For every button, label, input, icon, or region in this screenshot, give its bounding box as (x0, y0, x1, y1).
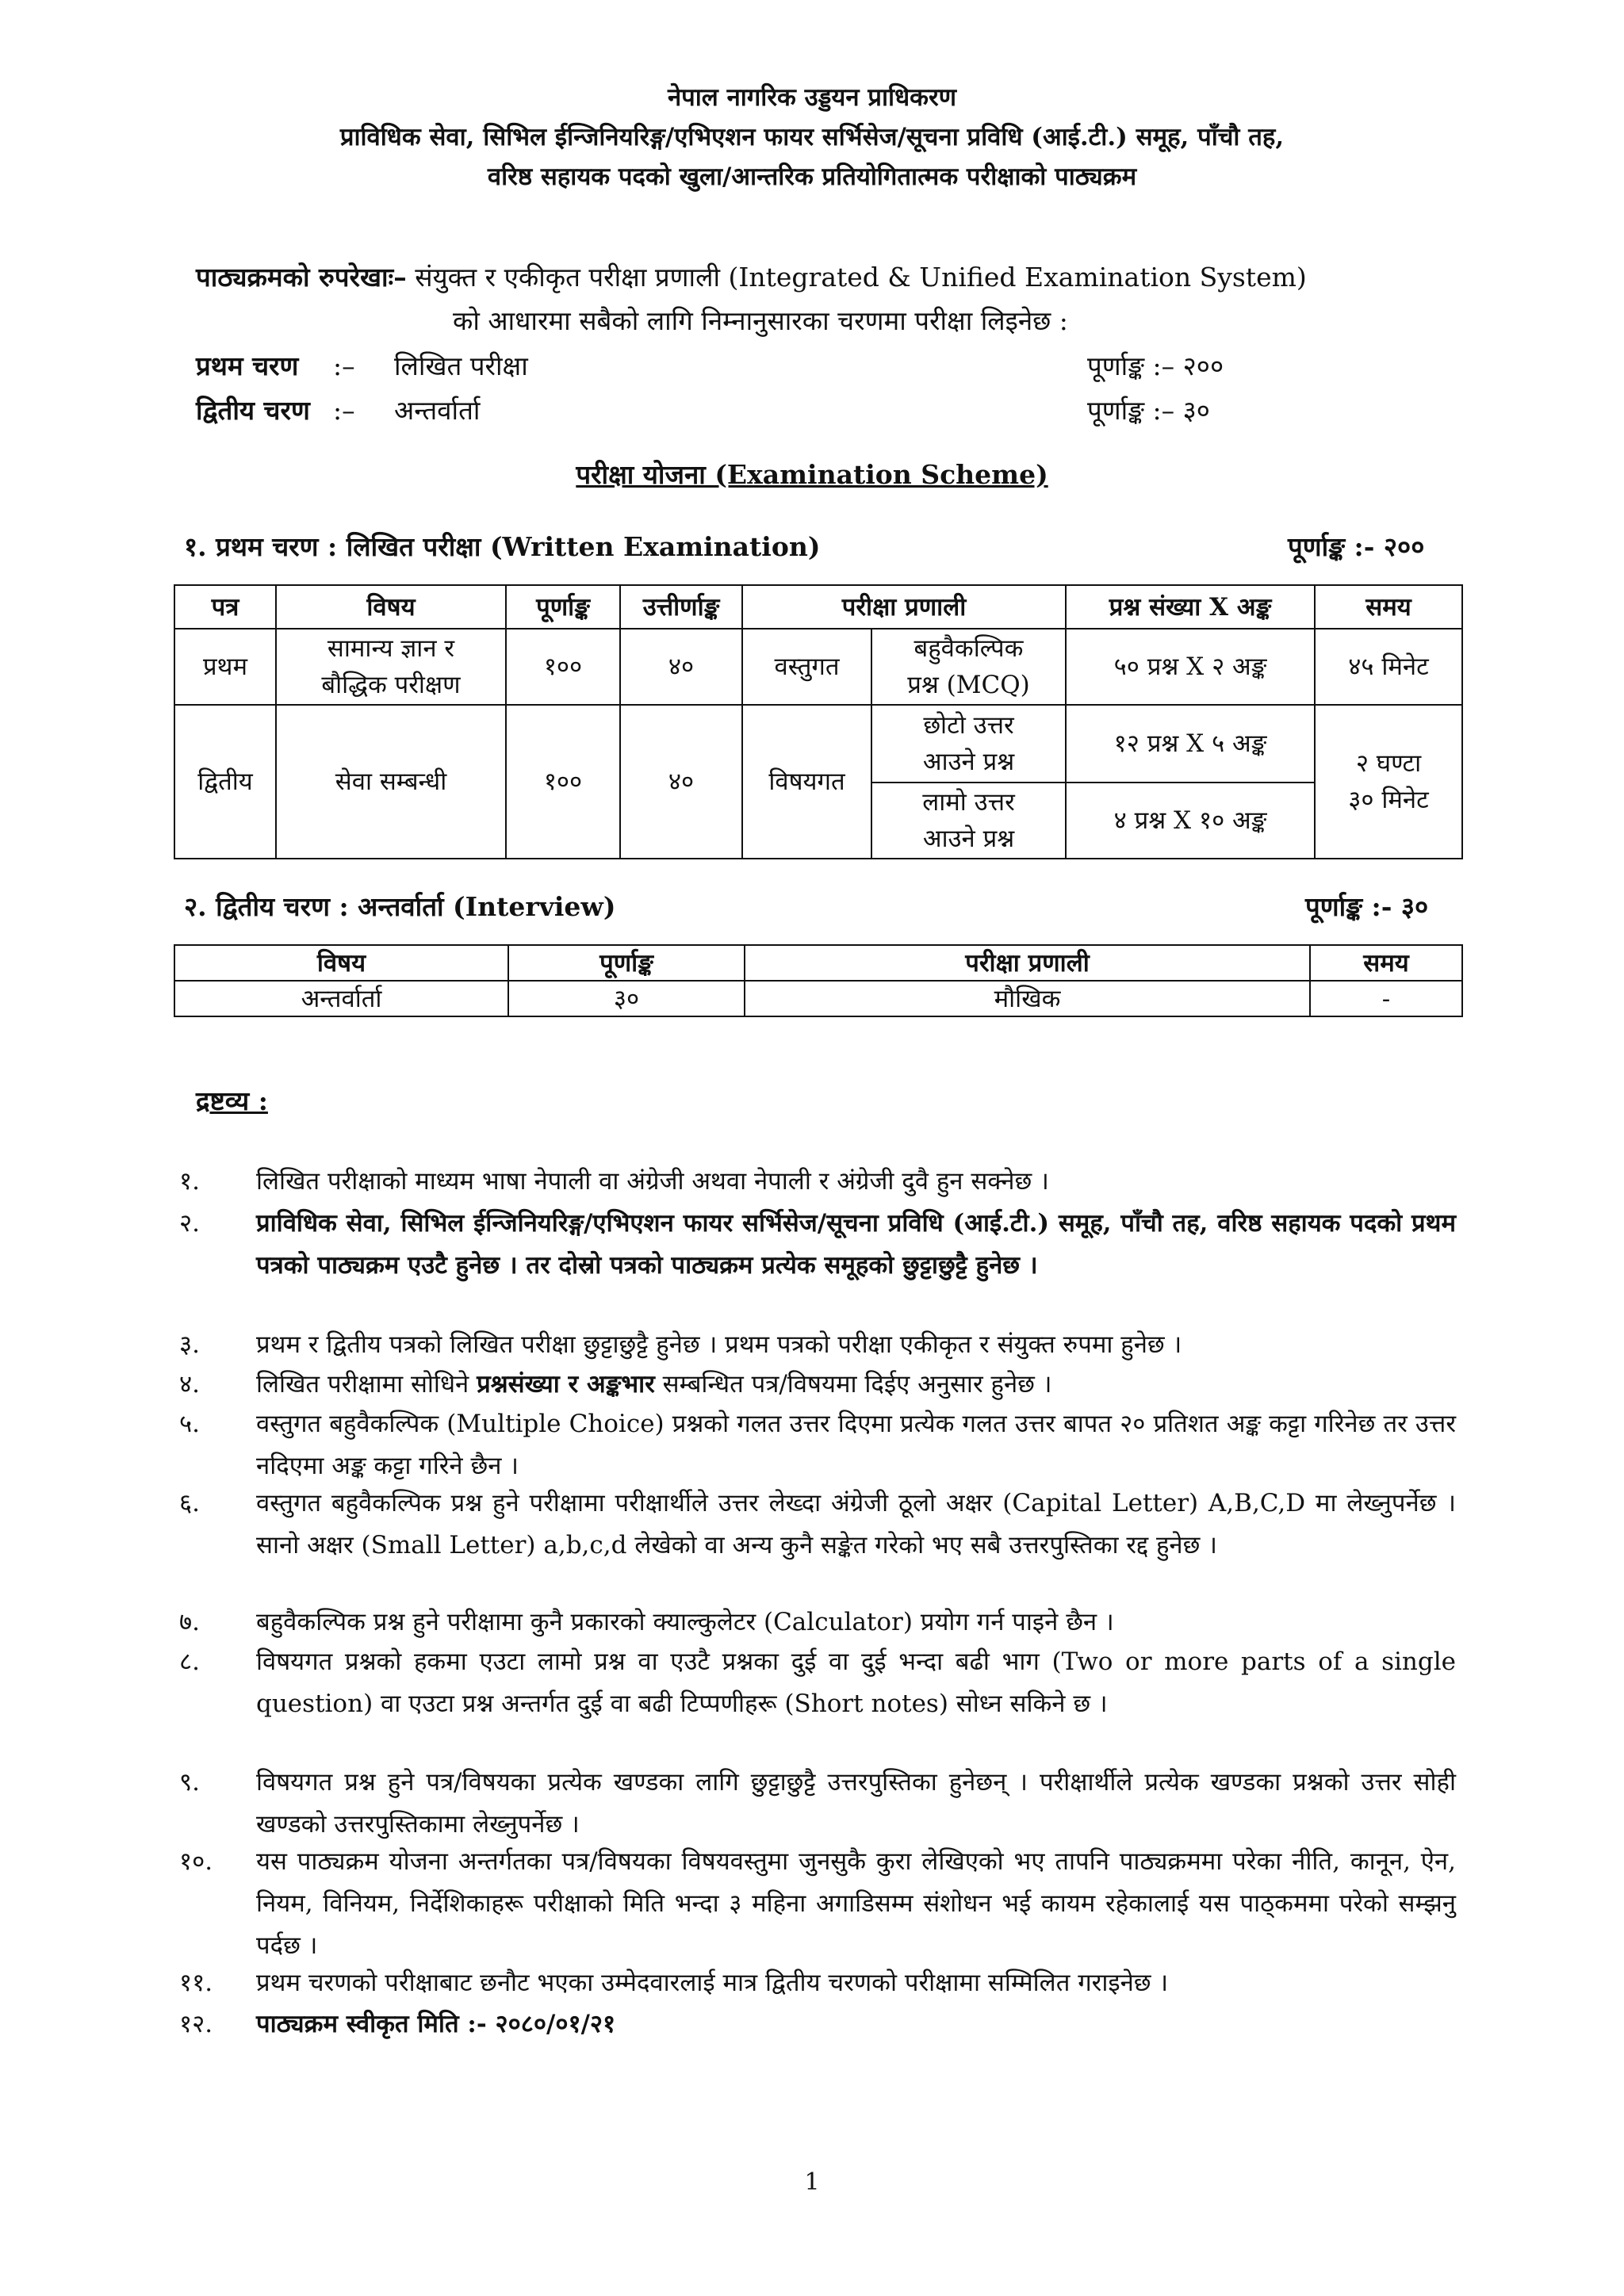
notes-title: द्रष्टव्य : (196, 1085, 268, 1116)
stage1-marks: पूर्णाङ्क :– २०० (1087, 350, 1224, 381)
scheme-title: परीक्षा योजना (Examination Scheme) (576, 459, 1048, 490)
col-header-pass-marks: उत्तीर्णाङ्क (620, 585, 742, 629)
cell-time: ४५ मिनेट (1315, 629, 1462, 705)
header-title-line2: प्राविधिक सेवा, सिभिल ईन्जिनियरिङ्ग/एभिएशन फायर सर्भिसेज/सूचना प्रविधि (आई.टी.) समूह, पाँचौ तह, (339, 123, 1285, 151)
interview-marks: पूर्णाङ्क :- ३० (1305, 891, 1429, 922)
col-header-questions-marks: प्रश्न संख्या X अङ्क (1066, 585, 1315, 629)
note-number: १२. (179, 2010, 213, 2038)
note-text: यस पाठ्यक्रम योजना अन्तर्गतका पत्र/विषयका विषयवस्तुमा जुनसुकै कुरा लेखिएको भए तापनि पाठ्यक्रममा परेका नीति, कानून, ऐन, नियम, विनियम, निर्देशिकाहरू परीक्षाको मिति भन्दा ३ महिना अगाडिसम्म संशोधन भई कायम रहेकालाई यस पाठ्कममा परेको सम्झनु पर्दछ । (256, 1847, 1456, 1960)
col-header-paper: पत्र (174, 585, 276, 629)
stage2-sep: :– (333, 395, 355, 426)
note-text: बहुवैकल्पिक प्रश्न हुने परीक्षामा कुनै प्रकारको क्याल्कुलेटर (Calculator) प्रयोग गर्न पाइने छैन । (256, 1608, 1114, 1636)
cell-question-type-line2: आउने प्रश्न (922, 748, 1015, 776)
outline-label: पाठ्यक्रमको रुपरेखाः– (196, 262, 407, 293)
cell-question-type-line2: आउने प्रश्न (922, 825, 1015, 853)
note-number: १०. (179, 1847, 213, 1876)
table-row (174, 705, 1462, 783)
cell-questions-marks: ४ प्रश्न X १० अङ्क (1066, 783, 1315, 859)
note-number: ५. (179, 1410, 200, 1438)
cell-system: विषयगत (742, 705, 871, 859)
written-marks: पूर्णाङ्क :- २०० (1288, 531, 1425, 562)
cell-question-type-line1: बहुवैकल्पिक (914, 634, 1024, 663)
note-text: पाठ्यक्रम स्वीकृत मिति :- २०८०/०१/२१ (256, 2010, 616, 2038)
cell-subject: अन्तर्वार्ता (174, 981, 508, 1016)
col-header-full-marks: पूर्णाङ्क (506, 585, 620, 629)
cell-subject: सेवा सम्बन्धी (276, 705, 506, 859)
cell-question-type-line2: प्रश्न (MCQ) (907, 671, 1030, 699)
stage1-sep: :– (333, 350, 355, 381)
note-text (256, 1364, 1456, 1406)
note-text: लिखित परीक्षाको माध्यम भाषा नेपाली वा अंग्रेजी अथवा नेपाली र अंग्रेजी दुवै हुन सक्नेछ । (256, 1167, 1049, 1196)
note-text: वस्तुगत बहुवैकल्पिक (Multiple Choice) प्रश्नको गलत उत्तर दिएमा प्रत्येक गलत उत्तर बापत २० प्रतिशत अङ्क कट्टा गरिनेछ तर उत्तर नदिएमा अङ्क कट्टा गरिने छैन । (256, 1410, 1456, 1480)
cell-system: वस्तुगत (742, 629, 871, 705)
cell-time-line2: ३० मिनेट (1348, 786, 1429, 814)
written-exam-table (174, 584, 1463, 859)
note-number: ८. (179, 1647, 200, 1676)
col-header-subject: विषय (276, 585, 506, 629)
header-title-line1: नेपाल नागरिक उड्डयन प्राधिकरण (667, 83, 957, 112)
written-table-header-row (174, 585, 1462, 629)
stage1-text: लिखित परीक्षा (394, 350, 528, 381)
interview-table (174, 944, 1463, 1017)
written-title: १. प्रथम चरण : लिखित परीक्षा (Written Examination) (184, 531, 821, 562)
cell-question-type-line1: लामो उत्तर (922, 788, 1015, 817)
col-header-time: समय (1315, 585, 1462, 629)
note-text: विषयगत प्रश्न हुने पत्र/विषयका प्रत्येक खण्डका लागि छुट्टाछुट्टै उत्तरपुस्तिका हुनेछन् । परीक्षार्थीले प्रत्येक खण्डका प्रश्नको उत्तर सोही खण्डको उत्तरपुस्तिकामा लेख्नुपर्नेछ । (256, 1768, 1456, 1839)
cell-exam-system: मौखिक (745, 981, 1310, 1016)
stage2-marks: पूर्णाङ्क :– ३० (1087, 395, 1210, 426)
stage1-label: प्रथम चरण (196, 350, 299, 381)
cell-question-type (871, 629, 1066, 705)
note-number: ३. (179, 1330, 200, 1359)
table-row (174, 629, 1462, 705)
cell-paper: प्रथम (174, 629, 276, 705)
cell-paper: द्वितीय (174, 705, 276, 859)
col-header-full-marks: पूर्णाङ्क (508, 945, 745, 981)
stage2-label: द्वितीय चरण (196, 395, 310, 426)
interview-table-header-row (174, 945, 1462, 981)
header-title-line3: वरिष्ठ सहायक पदको खुला/आन्तरिक प्रतियोगितात्मक परीक्षाको पाठ्यक्रम (487, 163, 1137, 191)
note-number: ६. (179, 1489, 200, 1517)
col-header-exam-system: परीक्षा प्रणाली (742, 585, 1066, 629)
page-number: 1 (804, 2168, 820, 2196)
cell-questions-marks: १२ प्रश्न X ५ अङ्क (1066, 705, 1315, 783)
cell-full-marks: १०० (506, 705, 620, 859)
cell-subject (276, 629, 506, 705)
cell-question-type (871, 705, 1066, 783)
note-text: वस्तुगत बहुवैकल्पिक प्रश्न हुने परीक्षामा परीक्षार्थीले उत्तर लेख्दा अंग्रेजी ठूलो अक्षर (Capital Letter) A,B,C,D मा लेख्नुपर्नेछ । सानो अक्षर (Small Letter) a,b,c,d लेखेको वा अन्य कुनै सङ्केत गरेको भए सबै उत्तरपुस्तिका रद्द हुनेछ । (256, 1489, 1456, 1559)
note-text: विषयगत प्रश्नको हकमा एउटा लामो प्रश्न वा एउटै प्रश्नका दुई वा दुई भन्दा बढी भाग (Two or more parts of a single question) वा एउटा प्रश्न अन्तर्गत दुई वा बढी टिप्पणीहरू (Short notes) सोध्न सकिने छ । (256, 1647, 1456, 1718)
note-number: १. (179, 1167, 200, 1196)
col-header-exam-system: परीक्षा प्रणाली (745, 945, 1310, 981)
cell-time-line1: २ घण्टा (1355, 749, 1422, 778)
table-row (174, 981, 1462, 1016)
note-number: ९. (179, 1768, 200, 1797)
note-number: ४. (179, 1370, 200, 1399)
cell-full-marks: १०० (506, 629, 620, 705)
note-number: ७. (179, 1608, 200, 1636)
note-text: प्रथम चरणको परीक्षाबाट छनौट भएका उम्मेदवारलाई मात्र द्वितीय चरणको परीक्षामा सम्मिलित गराइनेछ । (256, 1969, 1169, 1997)
cell-subject-line1: सामान्य ज्ञान र (327, 634, 455, 663)
col-header-time: समय (1310, 945, 1462, 981)
outline-text2: को आधारमा सबैको लागि निम्नानुसारका चरणमा परीक्षा लिइनेछ : (453, 305, 1068, 336)
note-number: २. (179, 1209, 200, 1238)
cell-pass-marks: ४० (620, 629, 742, 705)
note-text-part: सम्बन्धित पत्र/विषयमा दिईए अनुसार हुनेछ । (654, 1370, 1052, 1399)
outline-text1: संयुक्त र एकीकृत परीक्षा प्रणाली (Integrated & Unified Examination System) (406, 262, 1307, 293)
note-text: प्रथम र द्वितीय पत्रको लिखित परीक्षा छुट्टाछुट्टै हुनेछ । प्रथम पत्रको परीक्षा एकीकृत र संयुक्त रुपमा हुनेछ । (256, 1330, 1182, 1359)
cell-questions-marks: ५० प्रश्न X २ अङ्क (1066, 629, 1315, 705)
note-number: ११. (179, 1969, 213, 1997)
cell-full-marks: ३० (508, 981, 745, 1016)
stage2-text: अन्तर्वार्ता (394, 395, 481, 426)
cell-subject-line2: बौद्धिक परीक्षण (321, 671, 461, 699)
note-text-part: लिखित परीक्षामा सोधिने (256, 1370, 477, 1399)
note-text: प्राविधिक सेवा, सिभिल ईन्जिनियरिङ्ग/एभिएशन फायर सर्भिसेज/सूचना प्रविधि (आई.टी.) समूह, पाँचौ तह, वरिष्ठ सहायक पदको प्रथम पत्रको पाठ्यक्रम एउटै हुनेछ । तर दोस्रो पत्रको पाठ्यक्रम प्रत्येक समूहको छुट्टाछुट्टै हुनेछ । (256, 1209, 1456, 1280)
cell-question-type (871, 783, 1066, 859)
interview-title: २. द्वितीय चरण : अन्तर्वार्ता (Interview) (184, 891, 616, 922)
outline-line1 (196, 260, 1307, 295)
cell-time (1315, 705, 1462, 859)
cell-question-type-line1: छोटो उत्तर (923, 711, 1014, 740)
col-header-subject: विषय (174, 945, 508, 981)
cell-time: - (1310, 981, 1462, 1016)
note-text-bold: प्रश्नसंख्या र अङ्कभार (477, 1370, 655, 1399)
cell-pass-marks: ४० (620, 705, 742, 859)
